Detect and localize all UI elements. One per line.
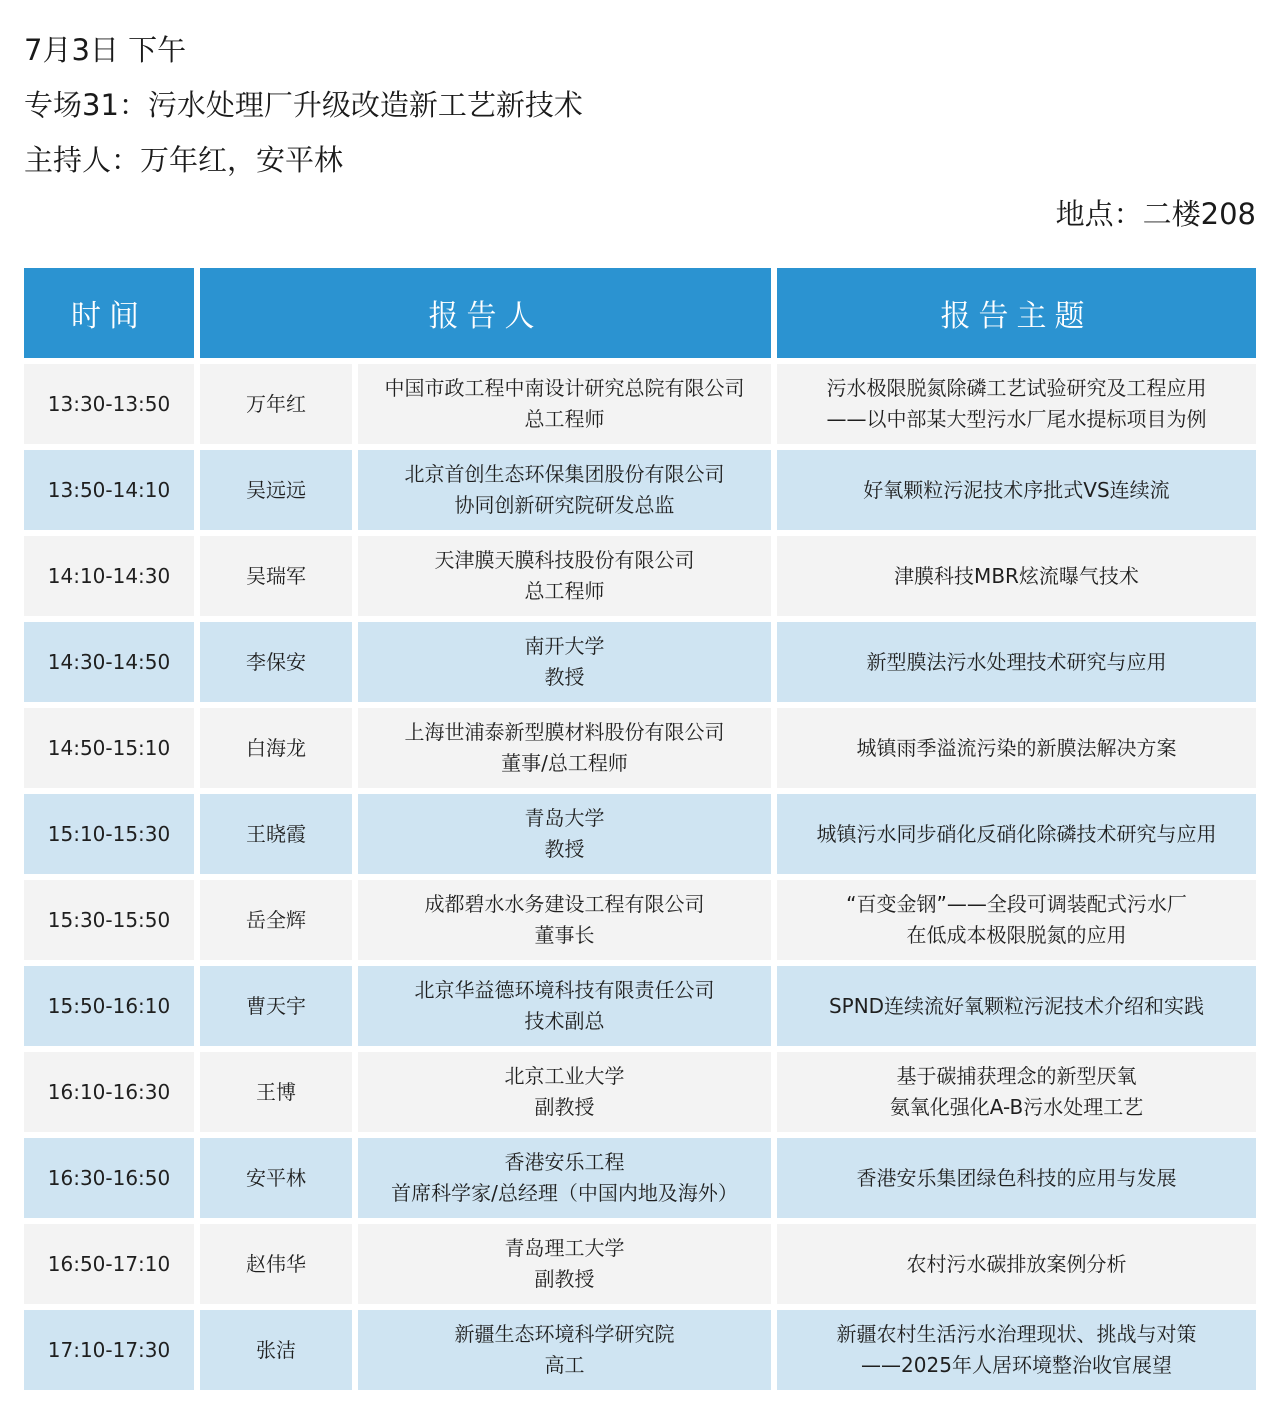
speaker-organization: 上海世浦泰新型膜材料股份有限公司 — [404, 720, 725, 744]
speaker-title: 副教授 — [534, 1267, 595, 1291]
time-text: 17:10-17:30 — [47, 1337, 171, 1362]
topic-line: 津膜科技MBR炫流曝气技术 — [894, 563, 1139, 588]
speaker-name: 安平林 — [246, 1165, 306, 1190]
speaker-organization: 新疆生态环境科学研究院 — [454, 1322, 675, 1346]
speaker-affiliation-cell — [358, 1052, 771, 1132]
speaker-name-cell — [200, 364, 352, 444]
topic-line: 农村污水碳排放案例分析 — [906, 1251, 1127, 1276]
speaker-name-cell — [200, 708, 352, 788]
time-cell — [24, 880, 194, 960]
topic-line: 基于碳捕获理念的新型厌氧 — [896, 1064, 1137, 1088]
speaker-name: 吴远远 — [246, 477, 306, 502]
speaker-title: 董事/总工程师 — [501, 751, 628, 775]
topic-line: 城镇雨季溢流污染的新膜法解决方案 — [856, 735, 1177, 760]
speaker-affiliation-cell — [358, 966, 771, 1046]
time-cell — [24, 1138, 194, 1218]
speaker-name: 李保安 — [246, 649, 306, 674]
speaker-name-cell — [200, 966, 352, 1046]
speaker-name-cell — [200, 880, 352, 960]
speaker-name-cell — [200, 622, 352, 702]
topic-cell — [777, 708, 1256, 788]
speaker-title: 董事长 — [534, 923, 595, 947]
topic-line: 在低成本极限脱氮的应用 — [906, 923, 1127, 947]
time-cell — [24, 1310, 194, 1390]
speaker-title: 副教授 — [534, 1095, 595, 1119]
speaker-organization: 北京工业大学 — [504, 1064, 625, 1088]
speaker-affiliation-cell — [358, 450, 771, 530]
topic-cell — [777, 1052, 1256, 1132]
speaker-affiliation-cell — [358, 1138, 771, 1218]
topic-cell — [777, 794, 1256, 874]
topic-cell — [777, 1138, 1256, 1218]
time-text: 14:50-15:10 — [47, 735, 171, 760]
speaker-title: 协同创新研究院研发总监 — [454, 493, 675, 517]
topic-cell — [777, 1224, 1256, 1304]
session-date: 7月3日 下午 — [24, 33, 187, 67]
speaker-organization: 青岛理工大学 — [504, 1236, 625, 1260]
topic-line: 新疆农村生活污水治理现状、挑战与对策 — [836, 1322, 1197, 1346]
column-header-time: 时间 — [24, 268, 194, 358]
topic-line: 城镇污水同步硝化反硝化除磷技术研究与应用 — [816, 821, 1217, 846]
speaker-name: 岳全辉 — [246, 907, 306, 932]
speaker-name-cell — [200, 794, 352, 874]
time-text: 13:30-13:50 — [47, 391, 171, 416]
speaker-affiliation-cell — [358, 880, 771, 960]
topic-line: 新型膜法污水处理技术研究与应用 — [866, 649, 1167, 674]
speaker-affiliation-cell — [358, 364, 771, 444]
time-cell — [24, 536, 194, 616]
topic-cell — [777, 450, 1256, 530]
speaker-name-cell — [200, 1138, 352, 1218]
topic-line: ——以中部某大型污水厂尾水提标项目为例 — [826, 407, 1207, 431]
time-cell — [24, 1052, 194, 1132]
speaker-name-cell — [200, 1052, 352, 1132]
speaker-name-cell — [200, 536, 352, 616]
topic-line: 污水极限脱氮除磷工艺试验研究及工程应用 — [826, 376, 1207, 400]
speaker-organization: 青岛大学 — [524, 806, 605, 830]
speaker-affiliation-cell — [358, 708, 771, 788]
speaker-name-cell — [200, 1224, 352, 1304]
speaker-title: 总工程师 — [524, 579, 605, 603]
schedule-table — [24, 268, 1257, 1390]
speaker-title: 首席科学家/总经理（中国内地及海外） — [391, 1181, 738, 1205]
speaker-name: 张洁 — [256, 1337, 296, 1362]
speaker-name: 白海龙 — [246, 735, 306, 760]
topic-line: 氨氧化强化A-B污水处理工艺 — [889, 1095, 1144, 1119]
time-cell — [24, 450, 194, 530]
session-hosts: 主持人：万年红，安平林 — [24, 143, 344, 177]
topic-cell — [777, 536, 1256, 616]
topic-line: SPND连续流好氧颗粒污泥技术介绍和实践 — [828, 993, 1205, 1018]
speaker-organization: 成都碧水水务建设工程有限公司 — [424, 892, 705, 916]
time-cell — [24, 364, 194, 444]
speaker-affiliation-cell — [358, 536, 771, 616]
session-title: 专场31：污水处理厂升级改造新工艺新技术 — [24, 88, 583, 122]
time-cell — [24, 794, 194, 874]
topic-cell — [777, 880, 1256, 960]
speaker-title: 教授 — [544, 837, 585, 861]
speaker-affiliation-cell — [358, 1224, 771, 1304]
speaker-affiliation-cell — [358, 794, 771, 874]
speaker-title: 高工 — [544, 1353, 585, 1377]
speaker-name: 吴瑞军 — [246, 563, 306, 588]
time-cell — [24, 708, 194, 788]
time-text: 16:10-16:30 — [47, 1079, 171, 1104]
session-location: 地点：二楼208 — [1055, 197, 1256, 231]
time-cell — [24, 966, 194, 1046]
speaker-name-cell — [200, 1310, 352, 1390]
time-text: 14:30-14:50 — [47, 649, 171, 674]
speaker-organization: 香港安乐工程 — [504, 1150, 625, 1174]
topic-cell — [777, 1310, 1256, 1390]
time-cell — [24, 622, 194, 702]
column-header-speaker: 报告人 — [200, 268, 771, 358]
speaker-name: 曹天宇 — [246, 993, 306, 1018]
time-cell — [24, 1224, 194, 1304]
time-text: 16:30-16:50 — [47, 1165, 171, 1190]
speaker-organization: 中国市政工程中南设计研究总院有限公司 — [384, 376, 745, 400]
speaker-affiliation-cell — [358, 622, 771, 702]
speaker-title: 总工程师 — [524, 407, 605, 431]
speaker-organization: 北京首创生态环保集团股份有限公司 — [404, 462, 725, 486]
topic-line: “百变金钢”——全段可调装配式污水厂 — [846, 892, 1187, 916]
speaker-name: 万年红 — [246, 391, 306, 416]
topic-cell — [777, 966, 1256, 1046]
speaker-name: 王博 — [256, 1079, 296, 1104]
column-header-topic: 报告主题 — [777, 268, 1256, 358]
speaker-title: 技术副总 — [524, 1009, 605, 1033]
time-text: 13:50-14:10 — [47, 477, 171, 502]
topic-line: ——2025年人居环境整治收官展望 — [861, 1353, 1172, 1377]
speaker-name-cell — [200, 450, 352, 530]
time-text: 15:10-15:30 — [47, 821, 171, 846]
time-text: 15:30-15:50 — [47, 907, 171, 932]
speaker-title: 教授 — [544, 665, 585, 689]
topic-line: 好氧颗粒污泥技术序批式VS连续流 — [863, 477, 1170, 502]
speaker-affiliation-cell — [358, 1310, 771, 1390]
time-text: 14:10-14:30 — [47, 563, 171, 588]
time-text: 15:50-16:10 — [47, 993, 171, 1018]
topic-line: 香港安乐集团绿色科技的应用与发展 — [856, 1165, 1177, 1190]
topic-cell — [777, 622, 1256, 702]
speaker-name: 赵伟华 — [246, 1251, 306, 1276]
topic-cell — [777, 364, 1256, 444]
time-text: 16:50-17:10 — [47, 1251, 171, 1276]
speaker-organization: 北京华益德环境科技有限责任公司 — [414, 978, 715, 1002]
speaker-organization: 南开大学 — [524, 634, 605, 658]
speaker-organization: 天津膜天膜科技股份有限公司 — [434, 548, 695, 572]
speaker-name: 王晓霞 — [246, 821, 306, 846]
